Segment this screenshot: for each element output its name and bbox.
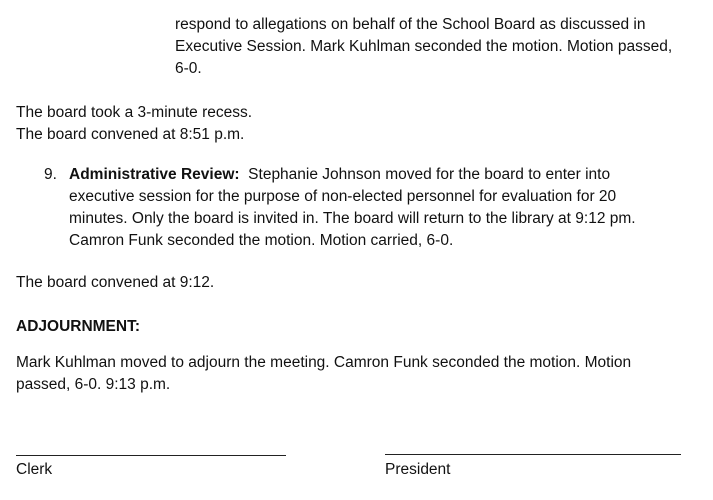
item-heading: Administrative Review:: [69, 166, 240, 183]
paragraph-line: respond to allegations on behalf of the School Board as discussed in: [175, 16, 646, 33]
item-number: 9.: [44, 166, 57, 183]
item-first-line: [69, 164, 636, 186]
paragraph-line: Mark Kuhlman moved to adjourn the meeting. Camron Funk seconded the motion. Motion: [16, 354, 632, 371]
clerk-label: Clerk: [16, 461, 53, 478]
paragraph-line: 6-0.: [175, 60, 202, 77]
paragraph-line: passed, 6-0. 9:13 p.m.: [16, 376, 171, 393]
clerk-signature-line: [16, 455, 286, 456]
item-body: [69, 164, 636, 252]
paragraph-line: Executive Session. Mark Kuhlman seconded the motion. Motion passed,: [175, 38, 673, 55]
recess-paragraph: [16, 102, 252, 146]
convened-paragraph: The board convened at 9:12.: [16, 274, 215, 291]
president-label: President: [385, 461, 451, 478]
continued-motion-paragraph: [175, 14, 672, 80]
paragraph-line: minutes. Only the board is invited in. The board will return to the library at 9:12 pm.: [69, 210, 636, 227]
item-first-line-text: Stephanie Johnson moved for the board to enter into: [239, 166, 611, 183]
adjournment-paragraph: [16, 352, 631, 396]
paragraph-line: The board convened at 8:51 p.m.: [16, 126, 245, 143]
paragraph-line: The board took a 3-minute recess.: [16, 104, 253, 121]
paragraph-line: executive session for the purpose of non-elected personnel for evaluation for 20: [69, 188, 617, 205]
adjournment-heading: ADJOURNMENT:: [16, 318, 140, 335]
president-signature-line: [385, 454, 681, 455]
paragraph-line: Camron Funk seconded the motion. Motion carried, 6-0.: [69, 232, 454, 249]
